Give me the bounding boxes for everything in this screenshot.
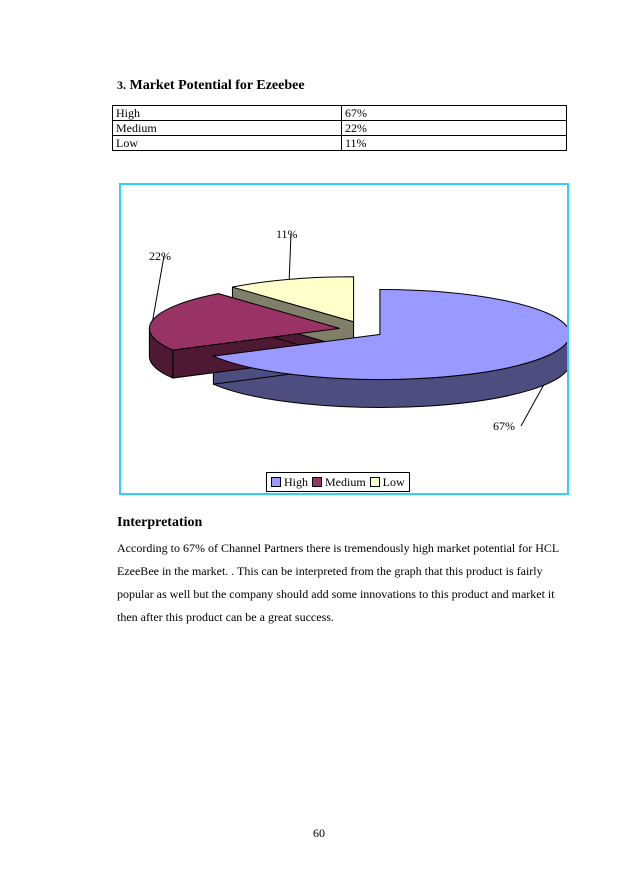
table-cell-label: Low [113, 136, 342, 151]
table-cell-value: 67% [342, 106, 567, 121]
legend-item-high [271, 475, 308, 490]
page-number: 60 [313, 826, 325, 840]
legend-label-medium: Medium [325, 474, 366, 489]
section-heading [117, 78, 305, 94]
legend-swatch-high [271, 477, 281, 487]
table-cell-value: 11% [342, 136, 567, 151]
table-row [113, 136, 567, 151]
pie-label-low: 11% [276, 227, 298, 241]
table-cell-label: Medium [113, 121, 342, 136]
market-potential-table [112, 105, 567, 151]
legend-label-high: High [284, 474, 308, 489]
legend-swatch-low [370, 477, 380, 487]
interpretation-title: Interpretation [117, 515, 203, 530]
table-cell-label: High [113, 106, 342, 121]
section-title: Market Potential for Ezeebee [129, 78, 305, 93]
legend-item-medium [312, 475, 366, 490]
table-row [113, 121, 567, 136]
pie-leader-medium [153, 256, 164, 320]
chart-legend [266, 472, 410, 492]
section-number: 3. [117, 78, 126, 92]
pie-chart-frame [119, 183, 569, 495]
pie-label-medium: 22% [149, 249, 171, 263]
pie-label-high: 67% [493, 419, 515, 433]
legend-swatch-medium [312, 477, 322, 487]
interpretation-text: According to 67% of Channel Partners there is tremendously high market potential for HCL EzeeBee in the market. . This can be interpreted from the graph that this product is fairly popular as well but the company should add some innovations to this product and market it then after this product can be a great success. [117, 541, 559, 624]
table-cell-value: 22% [342, 121, 567, 136]
legend-item-low [370, 475, 405, 490]
legend-label-low: Low [382, 474, 405, 489]
pie-chart [121, 185, 567, 493]
table-row [113, 106, 567, 121]
